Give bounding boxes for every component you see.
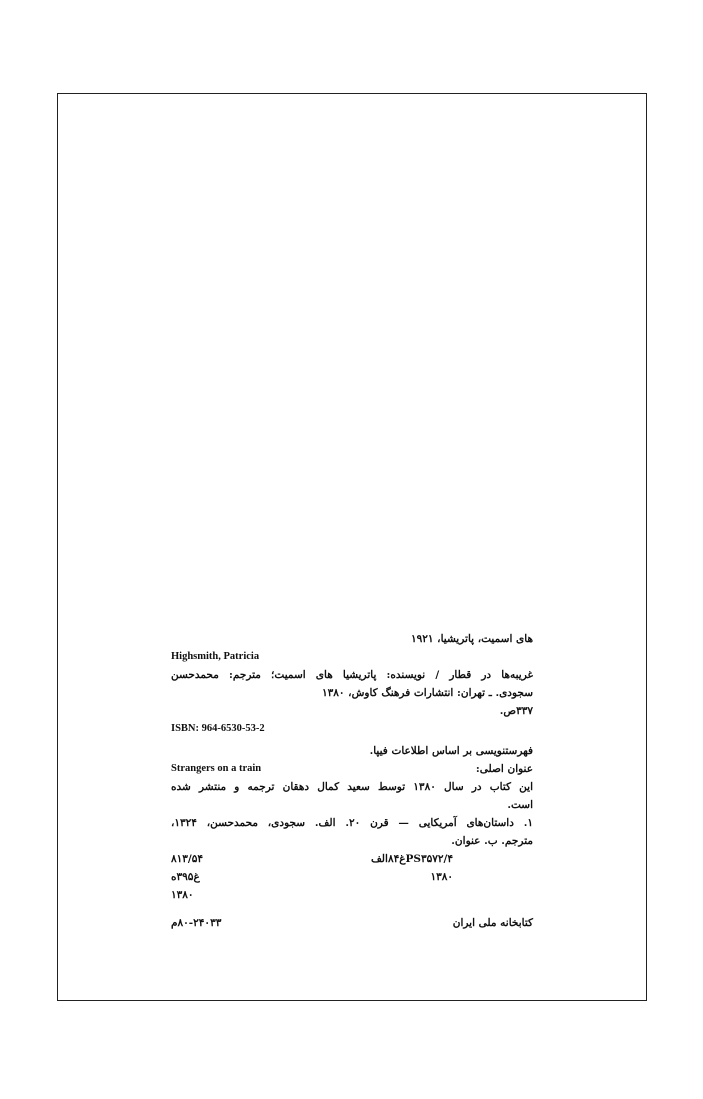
library-row xyxy=(171,914,533,932)
page-count: ۳۳۷ص. xyxy=(499,705,533,717)
original-title-label: عنوان اصلی: xyxy=(475,763,533,775)
translation-note-line-2: است. xyxy=(507,799,533,811)
library-name: کتابخانه ملی ایران xyxy=(452,917,533,929)
translation-note-line-1: این کتاب در سال ۱۳۸۰ توسط سعید کمال دهقان ترجمه و منتشر شده xyxy=(171,781,534,793)
library-number: ۸۰-۲۴۰۳۳م xyxy=(171,917,222,929)
title-statement-line-1: غریبه‌ها در قطار / نویسنده: پاتریشیا های اسمیت؛ مترجم: محمدحسن xyxy=(171,669,533,681)
dewey-year-row xyxy=(171,886,533,904)
dewey-year: ۱۳۸۰ xyxy=(171,889,194,901)
title-statement-line-2: سجودی. ـ تهران: انتشارات فرهنگ کاوش، ۱۳۸۰ xyxy=(321,687,533,699)
original-title-row xyxy=(171,760,533,778)
original-title-english: Strangers on a train xyxy=(171,763,262,774)
isbn: ISBN: 964-6530-53-2 xyxy=(171,723,265,734)
lc-classification: PS۳۵۷۲/۴غ۸۴الف xyxy=(370,853,453,865)
subjects-line-2: مترجم. ب. عنوان. xyxy=(451,835,533,847)
cip-record xyxy=(171,630,533,932)
dewey-cutter: غ۳۹۵ه xyxy=(171,871,200,883)
fipa-note: فهرستنویسی بر اساس اطلاعات فیپا. xyxy=(369,745,533,757)
author-persian: های اسمیت، پاتریشیا، ۱۹۲۱ xyxy=(410,633,533,645)
classification-row xyxy=(171,850,533,868)
dewey-classification: ۸۱۳/۵۴ xyxy=(171,853,204,865)
lc-year: ۱۳۸۰ xyxy=(430,871,453,883)
year-cutter-row xyxy=(171,868,533,886)
subjects-line-1: ۱. داستان‌های آمریکایی — قرن ۲۰. الف. سجودی، محمدحسن، ۱۳۲۴، xyxy=(171,817,533,829)
author-english: Highsmith, Patricia xyxy=(171,651,260,662)
